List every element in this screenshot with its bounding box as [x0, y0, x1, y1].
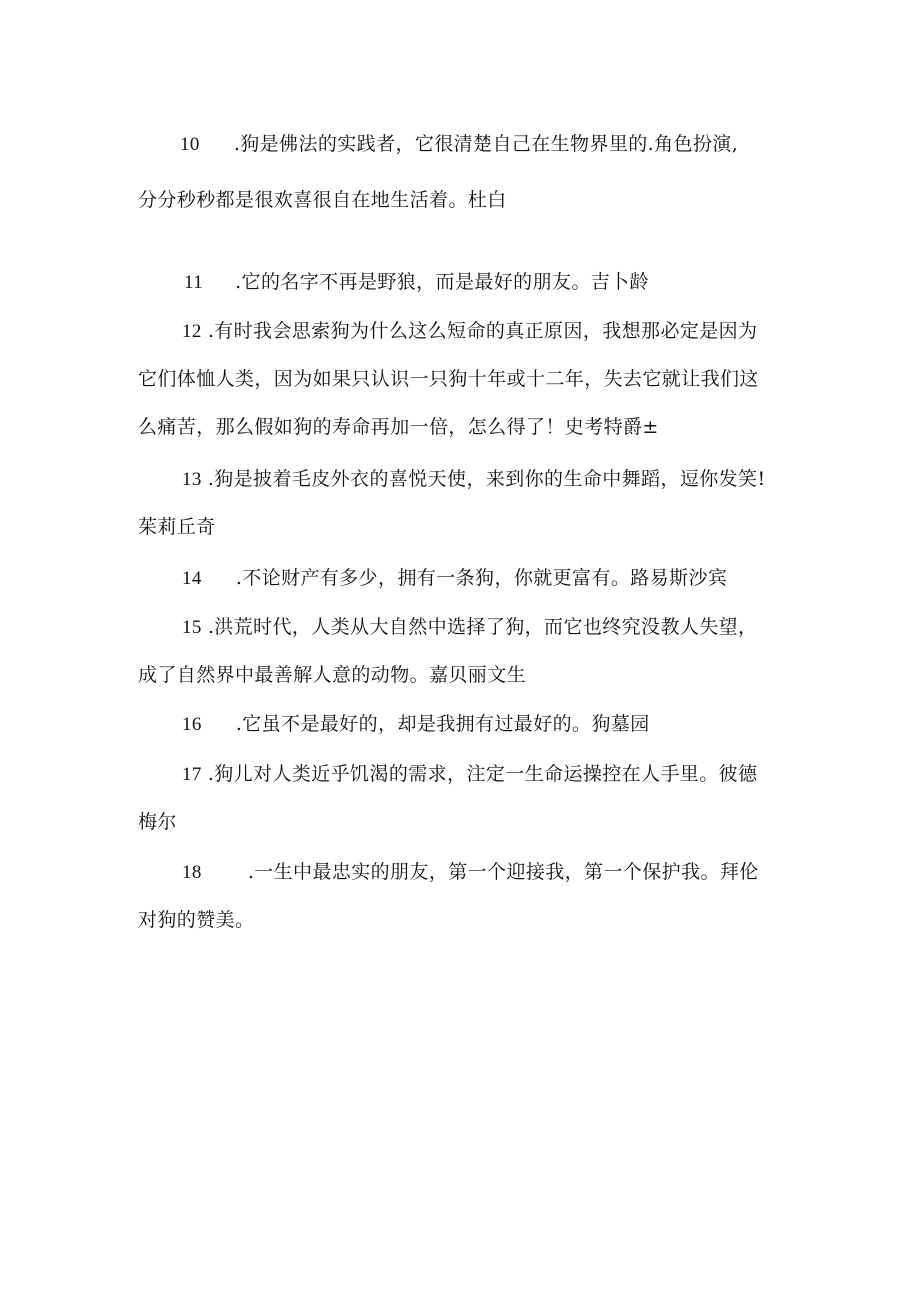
quote-text: 它们体恤人类，因为如果只认识一只狗十年或十二年，失去它就让我们这: [138, 368, 759, 390]
quote-text: .狗是披着毛皮外衣的喜悦天使，来到你的生命中舞蹈，逗你发笑!: [207, 468, 766, 490]
quote-number: 16: [182, 714, 202, 735]
quote-number: 13: [182, 469, 202, 490]
quote-text: 成了自然界中最善解人意的动物。嘉贝丽文生: [138, 664, 527, 686]
quote-text: .一生中最忠实的朋友，第一个迎接我，第一个保护我。拜伦: [247, 861, 759, 883]
quote-13-line-2: [138, 513, 216, 541]
quote-text: .狗是佛法的实践者，它很清楚自己在生物界里的.角色扮演,: [233, 133, 739, 155]
quote-18-line-2: [138, 906, 254, 934]
quote-11-line-1: [184, 268, 649, 297]
quote-text: .它的名字不再是野狼，而是最好的朋友。吉卜龄: [235, 271, 649, 293]
quote-text: .洪荒时代，人类从大自然中选择了狗，而它也终究没教人失望，: [207, 616, 758, 638]
quote-10-line-1: [180, 130, 738, 159]
quote-12-line-3: [138, 413, 659, 441]
quote-12-line-1: [182, 317, 757, 346]
quote-15-line-1: [182, 613, 757, 642]
quote-18-line-1: [182, 858, 759, 887]
quote-17-line-1: [182, 760, 757, 789]
quote-number: 15: [182, 617, 202, 638]
quote-10-line-2: [138, 186, 507, 214]
quote-text: 对狗的赞美。: [138, 909, 255, 931]
quote-12-line-2: [138, 365, 759, 393]
quote-number: 11: [184, 272, 204, 293]
quote-14-line-1: [182, 564, 727, 593]
quote-16-line-1: [182, 710, 650, 739]
quote-text: .它虽不是最好的，却是我拥有过最好的。狗墓园: [235, 713, 650, 735]
quote-number: 12: [182, 321, 202, 342]
quote-text: .狗儿对人类近乎饥渴的需求，注定一生命运操控在人手里。彼德: [207, 763, 758, 785]
quote-number: 17: [182, 764, 202, 785]
quote-text: .有时我会思索狗为什么这么短命的真正原因，我想那必定是因为: [207, 320, 758, 342]
quote-15-line-2: [138, 661, 526, 689]
quote-text: 分分秒秒都是很欢喜很自在地生活着。杜白: [138, 189, 507, 211]
quote-17-line-2: [138, 808, 177, 836]
quote-number: 14: [182, 568, 202, 589]
quote-text: .不论财产有多少，拥有一条狗，你就更富有。路易斯沙宾: [235, 567, 728, 589]
quote-number: 18: [182, 862, 202, 883]
quote-text: 梅尔: [138, 811, 177, 833]
quote-text: 么痛苦，那么假如狗的寿命再加一倍，怎么得了！史考特爵±: [138, 416, 659, 438]
quote-number: 10: [180, 134, 200, 155]
quote-text: 茱莉丘奇: [138, 516, 216, 538]
quote-13-line-1: [182, 465, 766, 494]
